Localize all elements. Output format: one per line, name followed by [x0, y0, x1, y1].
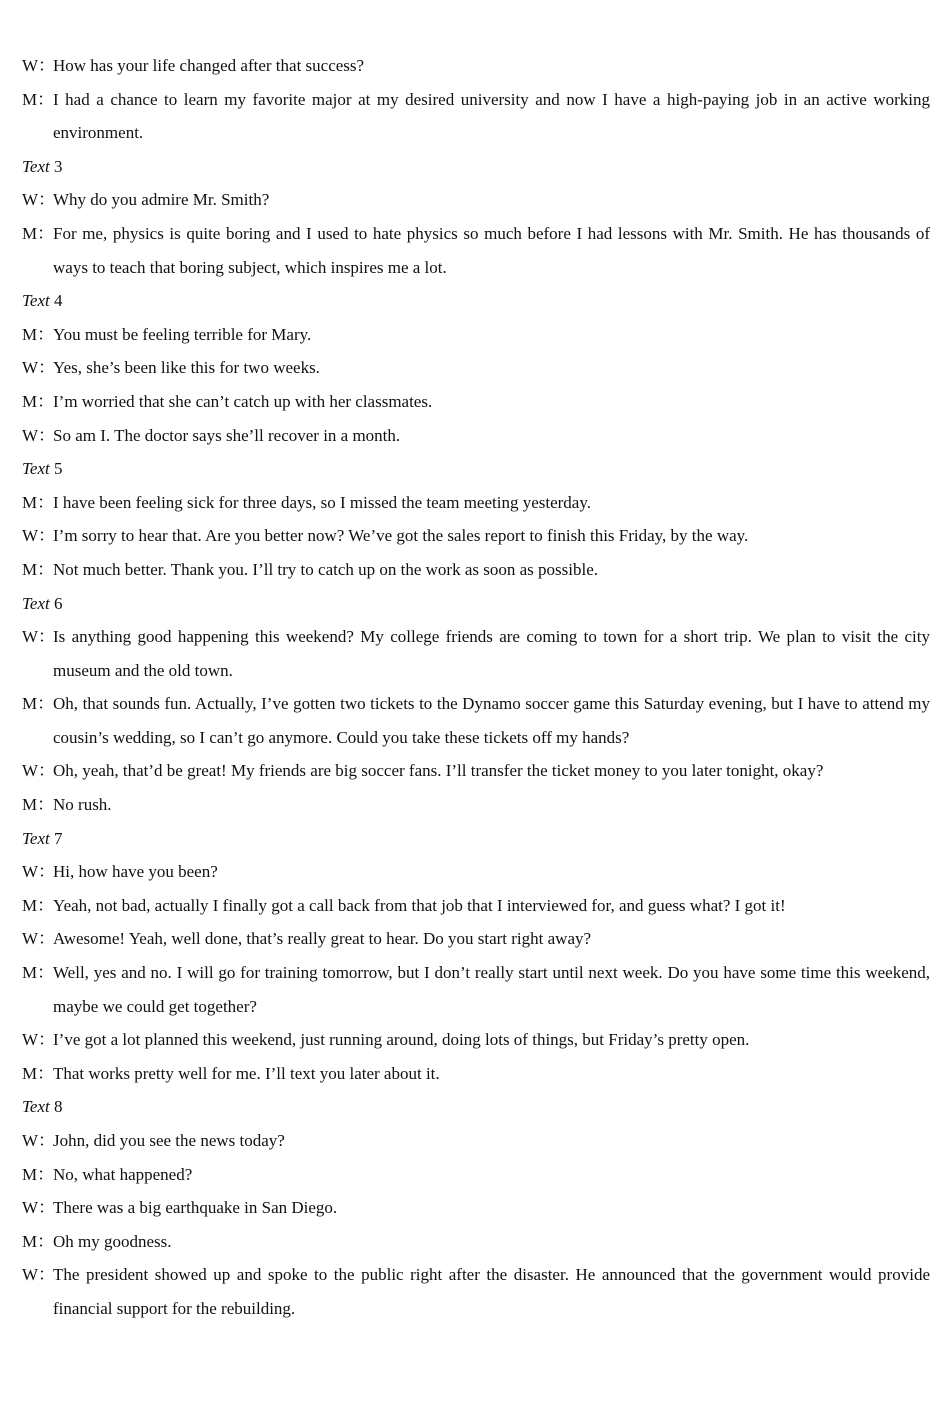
utterance-text: Well, yes and no. I will go for training tomorrow, but I don’t really start until next week. Do you have some time this weekend, maybe we could get together?	[53, 963, 930, 1016]
dialogue-turn	[22, 855, 930, 889]
speaker-label: M：	[22, 223, 55, 243]
speaker-label: M：	[22, 559, 55, 579]
speaker-label: M：	[22, 89, 55, 109]
utterance-text: There was a big earthquake in San Diego.	[53, 1198, 338, 1218]
speaker-label: M：	[22, 391, 55, 411]
utterance-text: Not much better. Thank you. I’ll try to catch up on the work as soon as possible.	[53, 559, 599, 579]
section-heading	[22, 284, 930, 318]
section-heading-number: 4	[53, 291, 63, 311]
dialogue-turn	[22, 1158, 930, 1192]
utterance-text: So am I. The doctor says she’ll recover in a month.	[53, 425, 401, 445]
utterance-text: Awesome! Yeah, well done, that’s really great to hear. Do you start right away?	[53, 929, 592, 949]
speaker-label: W：	[22, 425, 56, 445]
speaker-label: W：	[22, 1131, 56, 1150]
utterance-text: No, what happened?	[53, 1164, 193, 1184]
dialogue-turn	[22, 922, 930, 956]
utterance-text: For me, physics is quite boring and I used to hate physics so much before I had lessons with Mr. Smith. He has thousands of ways to teach that boring subject, which inspires me a lot.	[53, 223, 930, 277]
utterance-text: I’m sorry to hear that. Are you better now? We’ve got the sales report to finish this Friday, by the way.	[53, 526, 749, 546]
dialogue-turn	[22, 486, 930, 520]
dialogue-turn	[22, 519, 930, 553]
utterance-text: I’ve got a lot planned this weekend, just running around, doing lots of things, but Friday’s pretty open.	[53, 1030, 750, 1050]
speaker-label: W：	[22, 1265, 56, 1285]
speaker-label: W：	[22, 862, 56, 882]
section-heading-number: 6	[53, 593, 63, 613]
dialogue-turn	[22, 385, 930, 419]
utterance-text: You must be feeling terrible for Mary.	[53, 324, 312, 344]
speaker-label: M：	[22, 795, 55, 815]
dialogue-turn	[22, 956, 930, 1023]
dialogue-turn	[22, 788, 930, 822]
section-heading-number: 5	[53, 459, 63, 479]
utterance-text: Oh, yeah, that’d be great! My friends are big soccer fans. I’ll transfer the ticket money to you later tonight, okay?	[53, 761, 824, 781]
speaker-label: W：	[22, 1198, 56, 1218]
dialogue-turn	[22, 183, 930, 217]
dialogue-turn	[22, 687, 930, 754]
utterance-text: Hi, how have you been?	[53, 862, 218, 882]
speaker-label: M：	[22, 1164, 55, 1184]
utterance-text: Why do you admire Mr. Smith?	[53, 190, 270, 210]
utterance-text: That works pretty well for me. I’ll text you later about it.	[53, 1063, 440, 1083]
speaker-label: M：	[22, 895, 55, 915]
speaker-label: W：	[22, 1030, 56, 1050]
dialogue-turn	[22, 553, 930, 587]
utterance-text: John, did you see the news today?	[53, 1131, 285, 1150]
utterance-text: I have been feeling sick for three days, so I missed the team meeting yesterday.	[53, 492, 591, 512]
utterance-text: I had a chance to learn my favorite major at my desired university and now I have a high-paying job in an active working environment.	[53, 89, 930, 143]
dialogue-turn	[22, 49, 930, 83]
section-heading-number: 7	[53, 828, 63, 848]
dialogue-turn	[22, 1258, 930, 1325]
speaker-label: M：	[22, 492, 55, 512]
utterance-text: Oh my goodness.	[53, 1231, 172, 1251]
section-heading	[22, 822, 930, 856]
utterance-text: No rush.	[53, 795, 112, 815]
dialogue-turn	[22, 83, 930, 150]
section-heading-label: Text	[22, 156, 50, 176]
utterance-text: The president showed up and spoke to the public right after the disaster. He announced that the government would provide financial support for the rebuilding.	[53, 1265, 930, 1318]
dialogue-turn	[22, 351, 930, 385]
speaker-label: W：	[22, 929, 56, 949]
utterance-text: How has your life changed after that success?	[53, 56, 365, 75]
section-heading	[22, 587, 930, 621]
dialogue-turn	[22, 217, 930, 284]
dialogue-turn	[22, 754, 930, 788]
utterance-text: Yes, she’s been like this for two weeks.	[53, 358, 320, 378]
utterance-text: Yeah, not bad, actually I finally got a call back from that job that I interviewed for, and guess what? I got it!	[53, 895, 786, 915]
utterance-text: I’m worried that she can’t catch up with her classmates.	[53, 391, 433, 411]
utterance-text: Is anything good happening this weekend? My college friends are coming to town for a short trip. We plan to visit the city museum and the old town.	[53, 627, 930, 680]
dialogue-turn	[22, 1023, 930, 1057]
speaker-label: W：	[22, 761, 56, 781]
dialogue-turn	[22, 889, 930, 923]
dialogue-turn	[22, 1225, 930, 1259]
speaker-label: W：	[22, 358, 56, 378]
speaker-label: W：	[22, 627, 56, 647]
section-heading-number: 3	[53, 156, 63, 176]
dialogue-turn	[22, 1191, 930, 1225]
speaker-label: W：	[22, 190, 56, 210]
section-heading-label: Text	[22, 828, 50, 848]
dialogue-turn	[22, 318, 930, 352]
section-heading	[22, 1090, 930, 1124]
utterance-text: Oh, that sounds fun. Actually, I’ve gotten two tickets to the Dynamo soccer game this Saturday evening, but I have to attend my cousin’s wedding, so I can’t go anymore. Could you take these tickets off my hands?	[53, 694, 930, 747]
section-heading-number: 8	[53, 1097, 63, 1117]
transcript	[22, 49, 930, 1326]
speaker-label: M：	[22, 1231, 55, 1251]
speaker-label: W：	[22, 56, 56, 75]
dialogue-turn	[22, 1057, 930, 1091]
section-heading-label: Text	[22, 291, 50, 311]
section-heading-label: Text	[22, 1097, 50, 1117]
section-heading	[22, 150, 930, 184]
section-heading-label: Text	[22, 459, 50, 479]
dialogue-turn	[22, 620, 930, 687]
speaker-label: M：	[22, 324, 55, 344]
dialogue-turn	[22, 419, 930, 453]
dialogue-turn	[22, 1124, 930, 1158]
speaker-label: M：	[22, 963, 55, 983]
speaker-label: W：	[22, 526, 56, 546]
speaker-label: M：	[22, 1063, 55, 1083]
speaker-label: M：	[22, 694, 55, 714]
section-heading-label: Text	[22, 593, 50, 613]
section-heading	[22, 452, 930, 486]
